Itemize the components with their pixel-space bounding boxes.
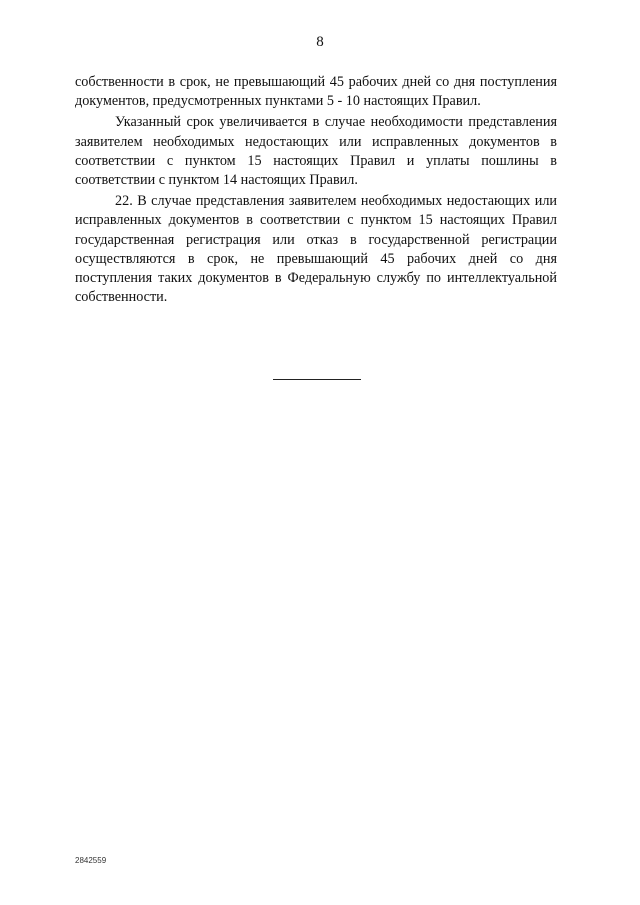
document-id: 2842559	[75, 856, 107, 865]
end-separator-line	[273, 379, 361, 380]
page-number: 8	[316, 34, 324, 50]
paragraph-clause-22: 22. В случае представления заявителем необходимых недостающих или исправленных документов в соответствии с пунктом 15 настоящих Правил государственная регистрация или отказ в государственной регистрации осуществляются в срок, не превышающий 45 рабочих дней со дня поступления таких документов в Федеральную службу по интеллектуальной собственности.	[75, 193, 557, 306]
document-body	[75, 73, 557, 309]
paragraph-deadline-extension: Указанный срок увеличивается в случае необходимости представления заявителем необходимых недостающих или исправленных документов в соответствии с пунктом 15 настоящих Правил и уплаты пошлины в соответствии с пунктом 14 настоящих Правил.	[75, 114, 557, 189]
paragraph-continuation: собственности в срок, не превышающий 45 рабочих дней со дня поступления документов, предусмотренных пунктами 5 - 10 настоящих Правил.	[75, 74, 557, 110]
